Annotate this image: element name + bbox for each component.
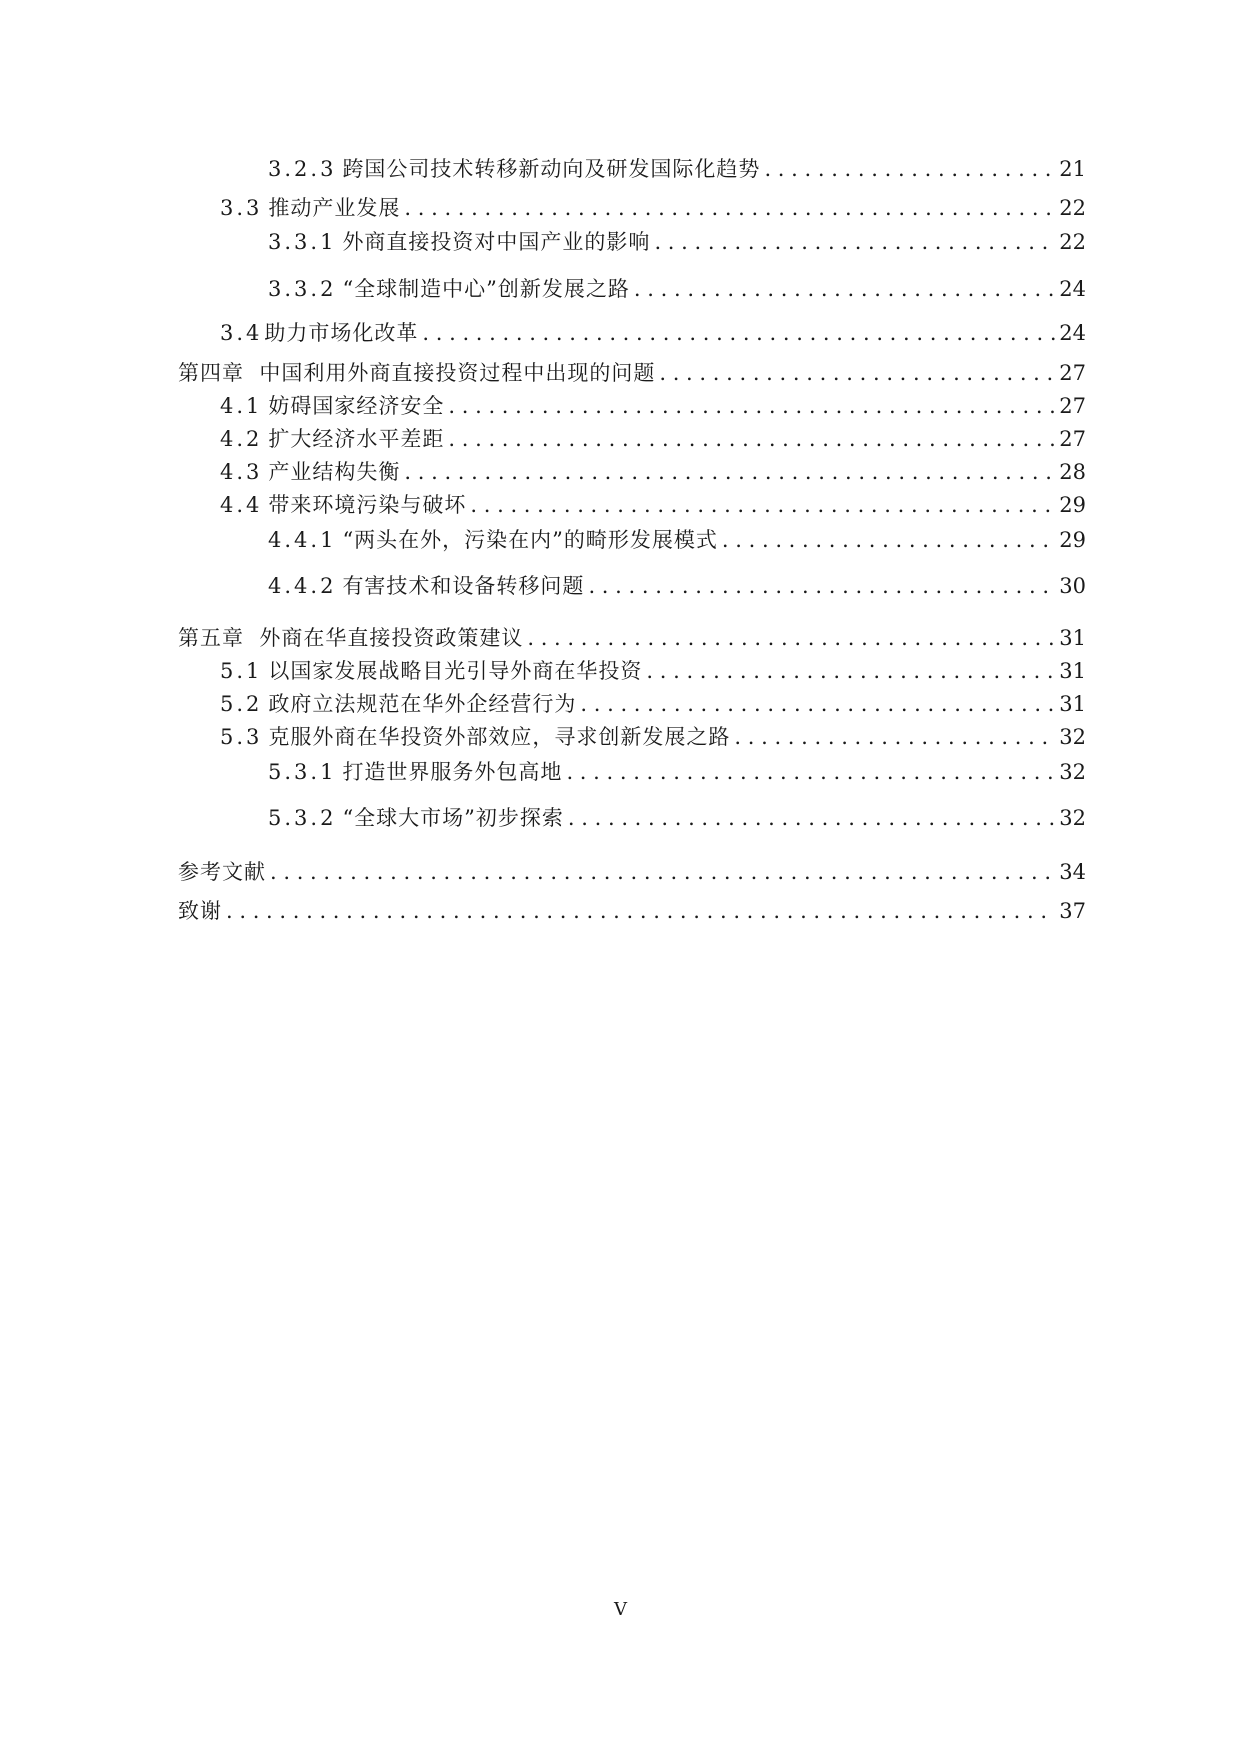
toc-entry-title: 助力市场化改革 — [264, 321, 419, 345]
toc-entry-title: 推动产业发展 — [268, 196, 401, 220]
toc-entry-title: 第五章 外商在华直接投资政策建议 — [178, 626, 524, 650]
toc-entry-number: 4.4.2 — [268, 574, 337, 598]
toc-entry-title: “两头在外，污染在内”的畸形发展模式 — [342, 528, 718, 552]
dot-leader — [568, 804, 1055, 832]
toc-entry-title: 以国家发展战略目光引导外商在华投资 — [268, 659, 643, 683]
toc-entry-3-4[interactable] — [220, 319, 1086, 347]
toc-entry-4-4-1[interactable] — [268, 526, 1086, 554]
toc-entry-3-2-3[interactable] — [268, 155, 1086, 183]
toc-entry-4-1[interactable] — [220, 392, 1086, 420]
dot-leader — [764, 155, 1055, 183]
toc-entry-page: 29 — [1059, 493, 1086, 517]
toc-entry-page: 21 — [1059, 157, 1086, 181]
dot-leader — [448, 392, 1055, 420]
toc-entry-page: 32 — [1059, 725, 1086, 749]
toc-entry-page: 22 — [1059, 196, 1086, 220]
toc-entry-page: 31 — [1059, 659, 1086, 683]
dot-leader — [270, 858, 1055, 886]
toc-entry-number: 4.4 — [220, 493, 263, 517]
toc-entry-title: 第四章 中国利用外商直接投资过程中出现的问题 — [178, 361, 656, 385]
toc-entry-title: 打造世界服务外包高地 — [342, 760, 563, 784]
toc-entry-number: 4.1 — [220, 394, 263, 418]
toc-entry-page: 28 — [1059, 460, 1086, 484]
toc-entry-title: 有害技术和设备转移问题 — [342, 574, 585, 598]
toc-entry-4-4[interactable] — [220, 491, 1086, 519]
toc-entry-number: 5.1 — [220, 659, 263, 683]
dot-leader — [404, 194, 1055, 222]
toc-entry-page: 31 — [1059, 626, 1086, 650]
dot-leader — [566, 758, 1055, 786]
toc-entry-title: “全球大市场”初步探索 — [342, 806, 564, 830]
dot-leader — [634, 275, 1055, 303]
dot-leader — [226, 897, 1055, 925]
toc-entry-page: 22 — [1059, 230, 1086, 254]
dot-leader — [588, 572, 1055, 600]
toc-entry-5-2[interactable] — [220, 690, 1086, 718]
toc-entry-title: 产业结构失衡 — [268, 460, 401, 484]
toc-entry-acknowledgements[interactable] — [178, 897, 1086, 925]
toc-entry-chapter-5[interactable] — [178, 624, 1086, 652]
toc-entry-number: 3.2.3 — [268, 157, 337, 181]
toc-entry-title: 妨碍国家经济安全 — [268, 394, 445, 418]
toc-entry-3-3-1[interactable] — [268, 228, 1086, 256]
toc-entry-page: 32 — [1059, 760, 1086, 784]
toc-entry-references[interactable] — [178, 858, 1086, 886]
toc-entry-chapter-4[interactable] — [178, 359, 1086, 387]
toc-entry-title: 外商直接投资对中国产业的影响 — [342, 230, 651, 254]
toc-entry-title: 克服外商在华投资外部效应，寻求创新发展之路 — [268, 725, 731, 749]
dot-leader — [422, 319, 1055, 347]
toc-entry-5-1[interactable] — [220, 657, 1086, 685]
toc-entry-page: 30 — [1059, 574, 1086, 598]
toc-entry-number: 4.2 — [220, 427, 263, 451]
dot-leader — [448, 425, 1055, 453]
toc-entry-page: 27 — [1059, 361, 1086, 385]
toc-entry-title: 致谢 — [178, 899, 222, 923]
toc-entry-5-3[interactable] — [220, 723, 1086, 751]
toc-entry-page: 29 — [1059, 528, 1086, 552]
toc-entry-number: 3.3.1 — [268, 230, 337, 254]
toc-entry-number: 4.3 — [220, 460, 263, 484]
dot-leader — [404, 458, 1055, 486]
toc-entry-3-3-2[interactable] — [268, 275, 1086, 303]
toc-entry-page: 34 — [1059, 860, 1086, 884]
toc-entry-title: 扩大经济水平差距 — [268, 427, 445, 451]
toc-entry-number: 3.4 — [220, 321, 263, 345]
toc-entry-4-3[interactable] — [220, 458, 1086, 486]
toc-entry-page: 24 — [1059, 277, 1086, 301]
toc-entry-title: 政府立法规范在华外企经营行为 — [268, 692, 577, 716]
page-number: V — [614, 1599, 627, 1620]
toc-entry-page: 31 — [1059, 692, 1086, 716]
toc-entry-4-4-2[interactable] — [268, 572, 1086, 600]
toc-entry-number: 5.3.2 — [268, 806, 337, 830]
dot-leader — [580, 690, 1055, 718]
dot-leader — [734, 723, 1055, 751]
toc-entry-page: 27 — [1059, 427, 1086, 451]
toc-entry-page: 37 — [1059, 899, 1086, 923]
dot-leader — [722, 526, 1055, 554]
toc-entry-number: 5.2 — [220, 692, 263, 716]
toc-entry-number: 3.3.2 — [268, 277, 337, 301]
toc-entry-title: “全球制造中心”创新发展之路 — [342, 277, 630, 301]
toc-entry-5-3-2[interactable] — [268, 804, 1086, 832]
toc-entry-page: 27 — [1059, 394, 1086, 418]
dot-leader — [654, 228, 1055, 256]
dot-leader — [659, 359, 1055, 387]
toc-entry-5-3-1[interactable] — [268, 758, 1086, 786]
dot-leader — [470, 491, 1055, 519]
toc-entry-number: 5.3 — [220, 725, 263, 749]
dot-leader — [646, 657, 1055, 685]
toc-entry-title: 带来环境污染与破坏 — [268, 493, 467, 517]
toc-entry-title: 跨国公司技术转移新动向及研发国际化趋势 — [342, 157, 761, 181]
toc-entry-number: 5.3.1 — [268, 760, 337, 784]
toc-entry-page: 32 — [1059, 806, 1086, 830]
toc-entry-4-2[interactable] — [220, 425, 1086, 453]
toc-entry-number: 3.3 — [220, 196, 263, 220]
toc-entry-page: 24 — [1059, 321, 1086, 345]
toc-entry-number: 4.4.1 — [268, 528, 337, 552]
toc-entry-title: 参考文献 — [178, 860, 266, 884]
dot-leader — [527, 624, 1055, 652]
toc-entry-3-3[interactable] — [220, 194, 1086, 222]
